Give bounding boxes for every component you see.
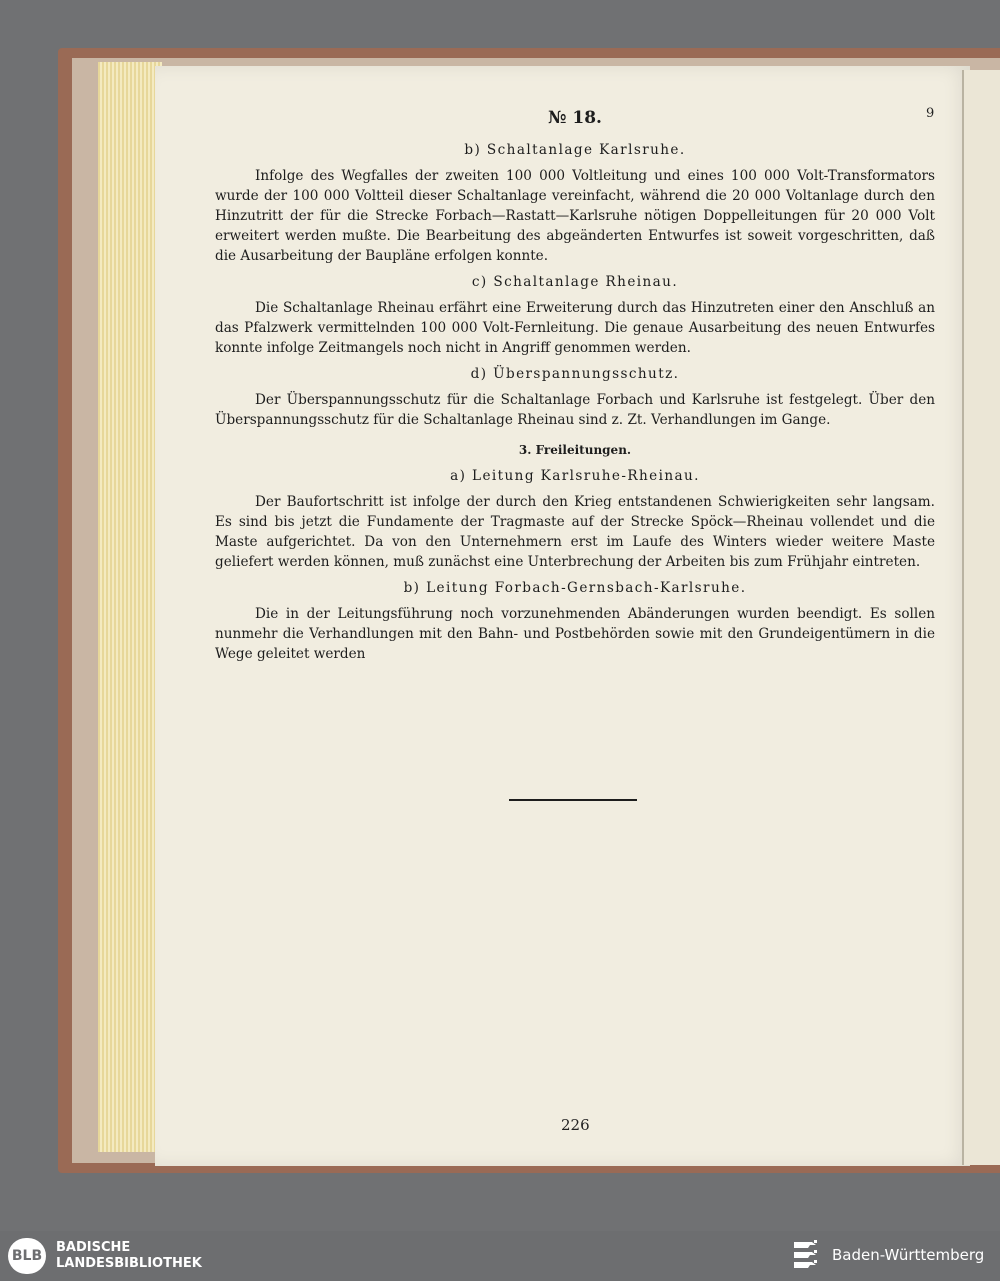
blb-logo[interactable]: BLB xyxy=(8,1238,46,1274)
library-name-line1: BADISCHE xyxy=(56,1240,131,1255)
section-heading: c) Schaltanlage Rheinau. xyxy=(471,274,679,290)
folio-number: 226 xyxy=(561,1116,590,1134)
paragraph: Die in der Leitungsführung noch vorzunehmenden Abänderungen wurden beendigt. Es sollen nunmehr die Verhandlungen mit den Bahn- und Postbehörden sowie mit den Grundeigentümern in die Wege geleitet werden xyxy=(215,606,935,662)
document-number: № 18. xyxy=(548,108,602,128)
library-name[interactable] xyxy=(56,1240,202,1272)
section-heading: d) Überspannungsschutz. xyxy=(470,366,680,382)
paragraph: Infolge des Wegfalles der zweiten 100 000 Voltleitung und eines 100 000 Volt-Transformators wurde der 100 000 Voltteil dieser Schaltanlage vereinfacht, während die 20 000 Voltanlage durch den Hinzutritt der für die Strecke Forbach—Rastatt—Karlsruhe nötigen Doppelleitungen für 20 000 Volt erweitert werden mußte. Die Bearbeitung des abgeänderten Entwurfes ist soweit vorgeschritten, daß die Ausarbeitung der Baupläne erfolgen konnte. xyxy=(215,168,935,264)
next-page-edge xyxy=(962,70,1000,1165)
three-lions-icon[interactable] xyxy=(790,1238,822,1274)
page-text xyxy=(215,108,935,668)
viewer-footer xyxy=(0,1231,1000,1281)
paragraph: Der Überspannungsschutz für die Schaltanlage Forbach und Karlsruhe ist festgelegt. Über den Überspannungsschutz für die Schaltanlage Rheinau sind z. Zt. Verhandlungen im Gange. xyxy=(215,392,935,428)
section-heading: b) Leitung Forbach-Gernsbach-Karlsruhe. xyxy=(403,580,747,596)
library-name-line2: LANDESBIBLIOTHEK xyxy=(56,1256,202,1271)
paragraph: Die Schaltanlage Rheinau erfährt eine Erweiterung durch das Hinzutreten einer den Anschluß an das Pfalzwerk vermittelnden 100 000 Volt-Fernleitung. Die genaue Ausarbeitung des neuen Entwurfes konnte infolge Zeitmangels noch nicht in Angriff genommen werden. xyxy=(215,300,935,356)
section-heading: a) Leitung Karlsruhe-Rheinau. xyxy=(450,468,700,484)
state-name[interactable]: Baden-Württemberg xyxy=(832,1246,985,1264)
end-rule xyxy=(509,799,637,801)
page-edges xyxy=(98,62,162,1152)
paragraph: Der Baufortschritt ist infolge der durch den Krieg entstandenen Schwierigkeiten sehr langsam. Es sind bis jetzt die Fundamente der Tragmaste auf der Strecke Spöck—Rheinau vollendet und die Maste aufgerichtet. Da von den Unternehmern erst im Laufe des Winters wieder weitere Maste geliefert werden können, muß zunächst eine Unterbrechung der Arbeiten bis zum Frühjahr eintreten. xyxy=(215,494,935,570)
page-corner-number: 9 xyxy=(926,106,935,121)
chapter-heading: 3. Freileitungen. xyxy=(518,443,632,457)
section-heading: b) Schaltanlage Karlsruhe. xyxy=(464,142,686,158)
